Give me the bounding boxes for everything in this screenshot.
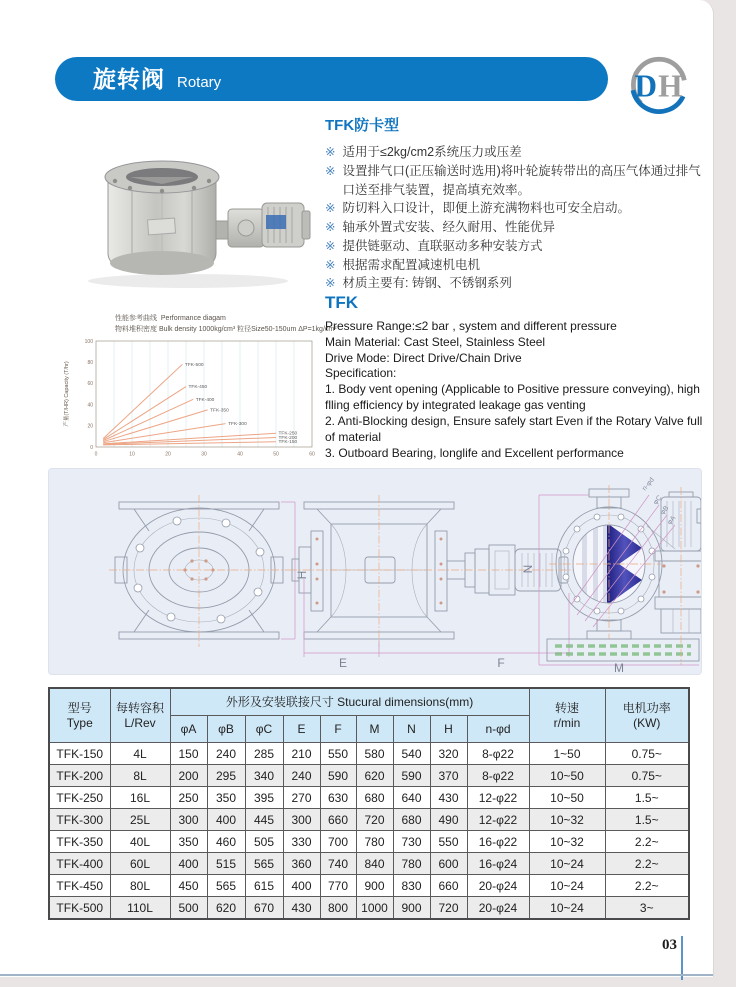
table-cell: 12-φ22	[467, 787, 529, 809]
dim-label-e: E	[338, 656, 348, 670]
table-cell: 10~50	[529, 787, 605, 809]
dim-col-header: φB	[207, 716, 245, 743]
header-banner	[55, 57, 608, 101]
series-line	[103, 410, 207, 442]
y-tick-label: 100	[84, 338, 93, 345]
table-cell: 540	[393, 743, 430, 765]
phi-b-label: φB	[659, 504, 671, 517]
table-cell: 770	[320, 875, 356, 897]
table-header-row	[49, 688, 689, 716]
table-cell: 110L	[110, 897, 170, 920]
series-label: TFK-300	[228, 422, 247, 428]
dim-col-header: φA	[170, 716, 207, 743]
table-cell: 60L	[110, 853, 170, 875]
table-row	[49, 853, 689, 875]
bullet-mark-icon: ※	[325, 238, 336, 253]
table-cell: 80L	[110, 875, 170, 897]
table-cell: TFK-400	[49, 853, 110, 875]
feature-item	[325, 218, 713, 237]
dim-col-header: M	[356, 716, 393, 743]
table-cell: 4L	[110, 743, 170, 765]
specs-lines	[325, 319, 715, 461]
table-cell: TFK-250	[49, 787, 110, 809]
specs-section	[325, 293, 715, 461]
feature-text: 防切料入口设计，即便上游充满物料也可安全启动。	[342, 201, 630, 216]
drawing-side-view	[289, 495, 573, 670]
feature-text: 材质主要有: 铸钢、不锈钢系列	[342, 276, 512, 291]
table-cell: 370	[430, 765, 467, 787]
dim-col-header: F	[320, 716, 356, 743]
table-cell: 490	[430, 809, 467, 831]
dim-label-m: M	[614, 661, 624, 674]
table-cell: TFK-350	[49, 831, 110, 853]
table-cell: 200	[170, 765, 207, 787]
feature-item	[325, 256, 713, 275]
x-tick-label: 50	[273, 451, 279, 458]
drawing-motor-view	[521, 476, 701, 674]
bolt-circle-label: n-φd	[641, 476, 656, 493]
x-tick-label: 10	[129, 451, 135, 458]
dim-col-header: n-φd	[467, 716, 529, 743]
table-cell: 600	[430, 853, 467, 875]
table-cell: 830	[393, 875, 430, 897]
series-label: TFK-500	[184, 362, 204, 368]
table-cell: 285	[245, 743, 283, 765]
table-cell: 300	[283, 809, 320, 831]
table-row	[49, 765, 689, 787]
chart-yaxis-label: 产量(T/HR) Capacity (T/hr)	[64, 361, 70, 427]
y-tick-label: 40	[87, 402, 93, 409]
table-cell: 460	[207, 831, 245, 853]
table-cell: 295	[207, 765, 245, 787]
col-header-speed: 转速 r/min	[529, 688, 605, 743]
table-cell: TFK-300	[49, 809, 110, 831]
page-title-en: Rotary	[177, 74, 222, 91]
table-cell: 400	[207, 809, 245, 831]
bullet-mark-icon: ※	[325, 163, 336, 178]
bullet-mark-icon: ※	[325, 257, 336, 272]
table-cell: 320	[430, 743, 467, 765]
logo-letter-d: D	[634, 68, 657, 104]
table-cell: 10~24	[529, 875, 605, 897]
performance-chart	[60, 314, 337, 492]
spec-line: 2. Anti-Blocking design, Ensure safely start Even if the Rotary Valve full of material	[325, 413, 703, 444]
table-cell: 615	[245, 875, 283, 897]
series-label: TFK-250	[278, 431, 298, 437]
technical-drawing-icon	[49, 469, 701, 674]
table-cell: 565	[245, 853, 283, 875]
bullet-mark-icon: ※	[325, 201, 336, 216]
table-cell: 1~50	[529, 743, 605, 765]
table-cell: 0.75~	[605, 765, 689, 787]
table-cell: 730	[393, 831, 430, 853]
table-cell: 1.5~	[605, 809, 689, 831]
table-cell: 580	[356, 743, 393, 765]
table-cell: 2.2~	[605, 831, 689, 853]
table-cell: 660	[430, 875, 467, 897]
feature-text: 根据需求配置减速机电机	[342, 257, 480, 272]
table-cell: 430	[283, 897, 320, 920]
series-label: TFK-400	[195, 397, 215, 403]
table-cell: 10~32	[529, 809, 605, 831]
feature-item	[325, 162, 713, 200]
table-row	[49, 875, 689, 897]
feature-text: 轴承外置式安装、经久耐用、性能优异	[342, 220, 555, 234]
spec-table	[48, 687, 690, 920]
table-cell: 1.5~	[605, 787, 689, 809]
table-cell: 640	[393, 787, 430, 809]
table-cell: 840	[356, 853, 393, 875]
x-tick-label: 60	[309, 451, 315, 458]
dim-col-header: φC	[245, 716, 283, 743]
spec-table-body	[49, 743, 689, 920]
table-cell: 630	[320, 787, 356, 809]
spec-line: 1. Body vent opening (Applicable to Positive pressure conveying), high flling efficiency by integrated leakage gas venting	[325, 382, 700, 413]
table-cell: 340	[245, 765, 283, 787]
table-cell: 150	[170, 743, 207, 765]
rotary-valve-photo-icon	[70, 143, 312, 295]
y-tick-label: 60	[87, 381, 93, 388]
table-cell: 8-φ22	[467, 743, 529, 765]
chart-title: 性能参考曲线 Performance diagam	[115, 315, 226, 322]
table-cell: 900	[356, 875, 393, 897]
y-tick-label: 0	[90, 444, 93, 451]
table-cell: 395	[245, 787, 283, 809]
table-cell: 445	[245, 809, 283, 831]
table-cell: 10~50	[529, 765, 605, 787]
table-cell: TFK-500	[49, 897, 110, 920]
feature-item	[325, 274, 713, 293]
dim-col-header: H	[430, 716, 467, 743]
table-cell: 8L	[110, 765, 170, 787]
table-cell: TFK-200	[49, 765, 110, 787]
table-cell: 680	[356, 787, 393, 809]
spec-line: Main Material: Cast Steel, Stainless Steel	[325, 334, 546, 349]
col-header-type: 型号 Type	[49, 688, 110, 743]
x-tick-label: 0	[94, 451, 98, 458]
x-tick-label: 20	[165, 451, 171, 458]
features-section	[325, 114, 713, 293]
table-cell: 350	[207, 787, 245, 809]
drawing-front-view	[109, 495, 309, 647]
y-tick-label: 20	[87, 423, 93, 430]
table-cell: 590	[393, 765, 430, 787]
phi-a-label: φA	[666, 514, 678, 527]
col-header-volume: 每转容积 L/Rev	[110, 688, 170, 743]
feature-text: 设置排气口(正压输送时选用)将叶轮旋转带出的高压气体通过排气口送至排气装置，提高填充效率。	[342, 163, 701, 197]
table-cell: 720	[430, 897, 467, 920]
dim-col-header: E	[283, 716, 320, 743]
table-cell: 10~24	[529, 853, 605, 875]
table-cell: 780	[393, 853, 430, 875]
table-cell: 12-φ22	[467, 809, 529, 831]
feature-text: 适用于≤2kg/cm2系统压力或压差	[342, 145, 522, 159]
table-cell: 8-φ22	[467, 765, 529, 787]
table-cell: 10~32	[529, 831, 605, 853]
x-tick-label: 30	[201, 451, 207, 458]
table-cell: 16-φ24	[467, 853, 529, 875]
dim-label-h: H	[295, 570, 309, 580]
table-cell: 0.75~	[605, 743, 689, 765]
table-cell: 20-φ24	[467, 897, 529, 920]
table-cell: 350	[170, 831, 207, 853]
table-cell: 270	[283, 787, 320, 809]
page-title-zh: 旋转阀	[93, 66, 165, 92]
technical-drawing-panel	[48, 468, 702, 675]
table-cell: 450	[170, 875, 207, 897]
bullet-mark-icon: ※	[325, 145, 336, 159]
table-cell: 40L	[110, 831, 170, 853]
table-cell: 515	[207, 853, 245, 875]
table-cell: 565	[207, 875, 245, 897]
table-cell: 25L	[110, 809, 170, 831]
table-cell: 800	[320, 897, 356, 920]
feature-item	[325, 199, 713, 218]
table-cell: 10~24	[529, 897, 605, 920]
table-cell: 240	[283, 765, 320, 787]
table-cell: 780	[356, 831, 393, 853]
table-cell: 3~	[605, 897, 689, 920]
table-cell: 2.2~	[605, 853, 689, 875]
dim-label-n: N	[521, 564, 535, 574]
table-row	[49, 831, 689, 853]
series-label: TFK-200	[278, 435, 298, 441]
table-cell: 720	[356, 809, 393, 831]
series-label: TFK-350	[210, 408, 229, 414]
spec-line: Drive Mode: Direct Drive/Chain Drive	[325, 350, 522, 365]
spec-line: Pressure Range:≤2 bar , system and different pressure	[325, 319, 617, 333]
features-list	[325, 143, 713, 293]
table-cell: TFK-450	[49, 875, 110, 897]
table-cell: 680	[393, 809, 430, 831]
table-cell: 250	[170, 787, 207, 809]
feature-item	[325, 237, 713, 256]
features-heading: TFK防卡型	[325, 117, 400, 134]
x-tick-label: 40	[237, 451, 243, 458]
table-cell: 670	[245, 897, 283, 920]
table-cell: 620	[356, 765, 393, 787]
chart-subtitle: 物料堆积密度 Bulk density 1000kg/cm³ 粒径Size50-150um ΔP=1kg/cm²	[115, 325, 337, 333]
feature-item	[325, 143, 713, 162]
table-cell: 2.2~	[605, 875, 689, 897]
feature-text: 提供链驱动、直联驱动多种安装方式	[342, 238, 543, 253]
table-cell: 660	[320, 809, 356, 831]
table-cell: 900	[393, 897, 430, 920]
spec-line: Specification:	[325, 366, 397, 381]
product-photo	[70, 143, 312, 300]
table-cell: 330	[283, 831, 320, 853]
table-cell: 300	[170, 809, 207, 831]
table-cell: 505	[245, 831, 283, 853]
table-cell: 550	[430, 831, 467, 853]
series-label: TFK-450	[188, 385, 208, 391]
series-line	[103, 364, 182, 438]
table-row	[49, 809, 689, 831]
table-cell: 360	[283, 853, 320, 875]
dim-label-f: F	[497, 656, 505, 670]
table-row	[49, 787, 689, 809]
col-header-power: 电机功率 (KW)	[605, 688, 689, 743]
dim-col-header: N	[393, 716, 430, 743]
table-cell: 620	[207, 897, 245, 920]
specs-heading: TFK	[325, 293, 359, 312]
phi-c-label: φC	[652, 494, 664, 507]
table-cell: 590	[320, 765, 356, 787]
dh-logo-icon	[622, 46, 698, 122]
page-number: 03	[662, 937, 677, 953]
table-cell: 1000	[356, 897, 393, 920]
bullet-mark-icon: ※	[325, 276, 336, 291]
table-cell: 400	[283, 875, 320, 897]
table-cell: 430	[430, 787, 467, 809]
table-cell: 16L	[110, 787, 170, 809]
table-cell: 500	[170, 897, 207, 920]
table-cell: 700	[320, 831, 356, 853]
table-cell: 16-φ22	[467, 831, 529, 853]
footer-rule	[0, 974, 713, 976]
col-header-dimensions: 外形及安装联接尺寸 Stucural dimensions(mm)	[170, 688, 529, 716]
table-cell: TFK-150	[49, 743, 110, 765]
table-cell: 210	[283, 743, 320, 765]
dimensions-table	[48, 687, 690, 920]
table-cell: 740	[320, 853, 356, 875]
y-tick-label: 80	[87, 360, 93, 366]
table-cell: 20-φ24	[467, 875, 529, 897]
logo-letter-h: H	[658, 68, 683, 104]
spec-line: 3. Outboard Bearing, longlife and Excellent performance	[325, 445, 624, 460]
table-row	[49, 897, 689, 920]
bullet-mark-icon: ※	[325, 220, 336, 234]
performance-chart-plot	[60, 335, 322, 487]
table-cell: 240	[207, 743, 245, 765]
table-row	[49, 743, 689, 765]
table-cell: 400	[170, 853, 207, 875]
series-line	[103, 399, 193, 440]
series-label: TFK-150	[278, 440, 298, 446]
table-cell: 550	[320, 743, 356, 765]
